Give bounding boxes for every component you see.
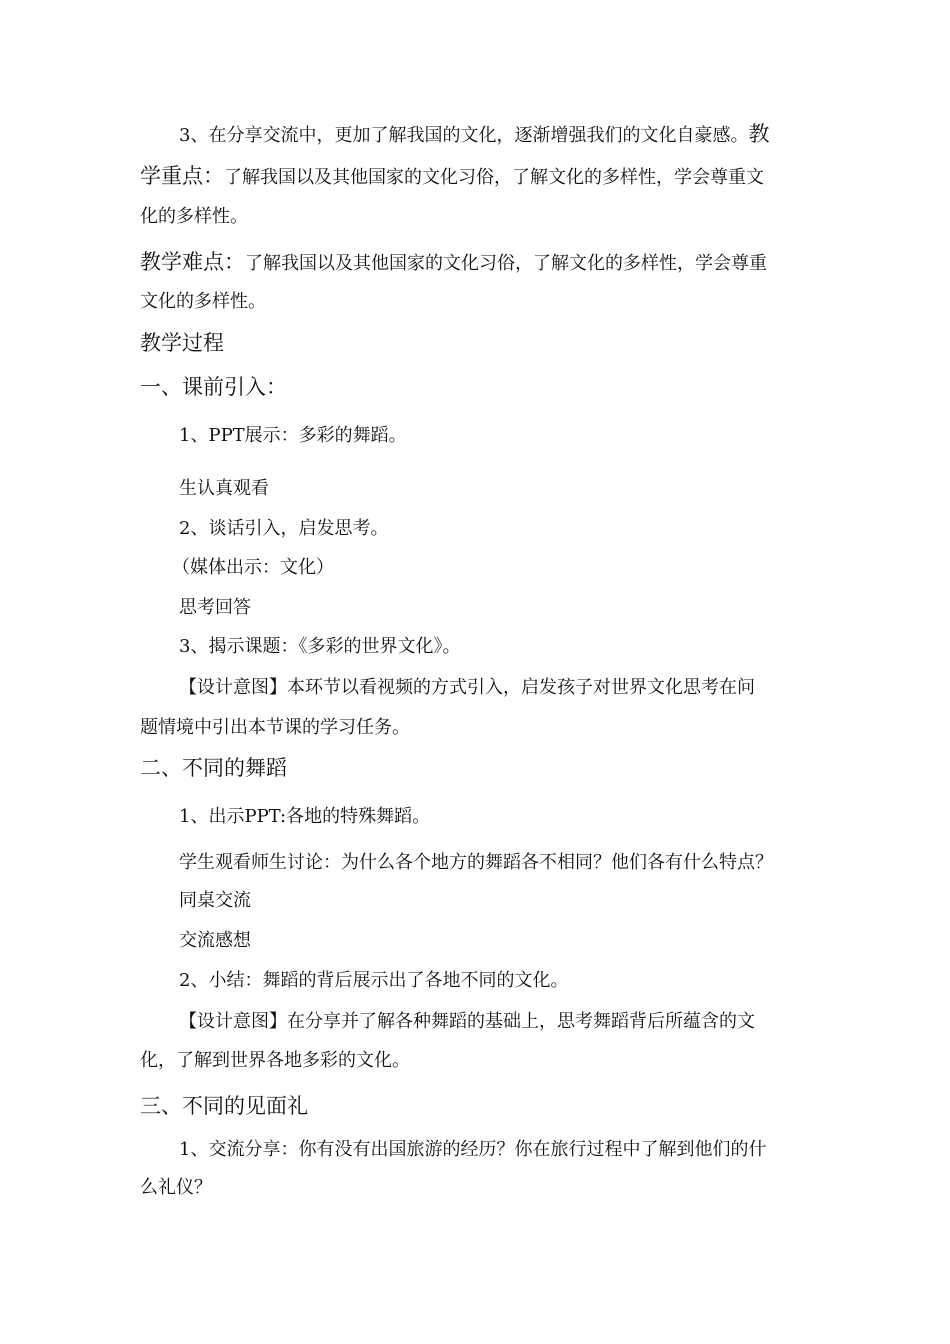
section-3-heading: 三、不同的见面礼 — [140, 1094, 308, 1118]
process-title: 教学过程 — [140, 331, 224, 355]
section-2-intent-line-1: 【设计意图】在分享并了解各种舞蹈的基础上，思考舞蹈背后所蕴含的文 — [179, 1011, 755, 1032]
section-3-item-1-line-1: 1、交流分享：你有没有出国旅游的经历？你在旅行过程中了解到他们的什 — [179, 1139, 767, 1160]
section-1-intent-line-2: 题情境中引出本节课的学习任务。 — [140, 717, 410, 738]
objective-line-2 — [140, 160, 764, 190]
section-1-item-1: 1、PPT展示：多彩的舞蹈。 — [179, 425, 407, 446]
section-1-item-4: （媒体出示：文化） — [172, 557, 334, 578]
section-1-item-5: 思考回答 — [179, 597, 251, 618]
section-2-heading: 二、不同的舞蹈 — [140, 756, 287, 780]
key-point-label-end: 学重点： — [140, 164, 224, 188]
section-2-item-5: 2、小结：舞蹈的背后展示出了各地不同的文化。 — [179, 970, 569, 991]
difficulty-label: 教学难点： — [140, 250, 245, 274]
difficulty-text: 了解我国以及其他国家的文化习俗，了解文化的多样性，学会尊重 — [245, 253, 767, 274]
section-1-item-3: 2、谈话引入，启发思考。 — [179, 518, 389, 539]
section-2-item-3: 同桌交流 — [179, 890, 251, 911]
key-point-label-start: 教 — [748, 122, 770, 146]
difficulty-line-1 — [140, 246, 767, 276]
section-2-item-4: 交流感想 — [179, 930, 251, 951]
key-point-text: 了解我国以及其他国家的文化习俗，了解文化的多样性，学会尊重文 — [224, 167, 764, 188]
section-1-item-2: 生认真观看 — [179, 478, 269, 499]
section-1-heading: 一、课前引入： — [140, 375, 287, 399]
section-2-item-2: 学生观看师生讨论：为什么各个地方的舞蹈各不相同？他们各有什么特点？ — [179, 852, 773, 873]
objective-text: 3、在分享交流中，更加了解我国的文化，逐渐增强我们的文化自豪感。 — [179, 125, 749, 146]
objective-line-1 — [179, 118, 769, 148]
section-3-item-1-line-2: 么礼仪？ — [140, 1177, 212, 1198]
section-2-intent-line-2: 化，了解到世界各地多彩的文化。 — [140, 1050, 410, 1071]
section-1-item-6: 3、揭示课题：《多彩的世界文化》。 — [179, 636, 461, 657]
difficulty-text-cont: 文化的多样性。 — [140, 291, 266, 312]
section-1-intent-line-1: 【设计意图】本环节以看视频的方式引入，启发孩子对世界文化思考在问 — [179, 677, 755, 698]
key-point-text-cont: 化的多样性。 — [140, 206, 248, 227]
section-2-item-1: 1、出示PPT:各地的特殊舞蹈。 — [179, 806, 431, 827]
